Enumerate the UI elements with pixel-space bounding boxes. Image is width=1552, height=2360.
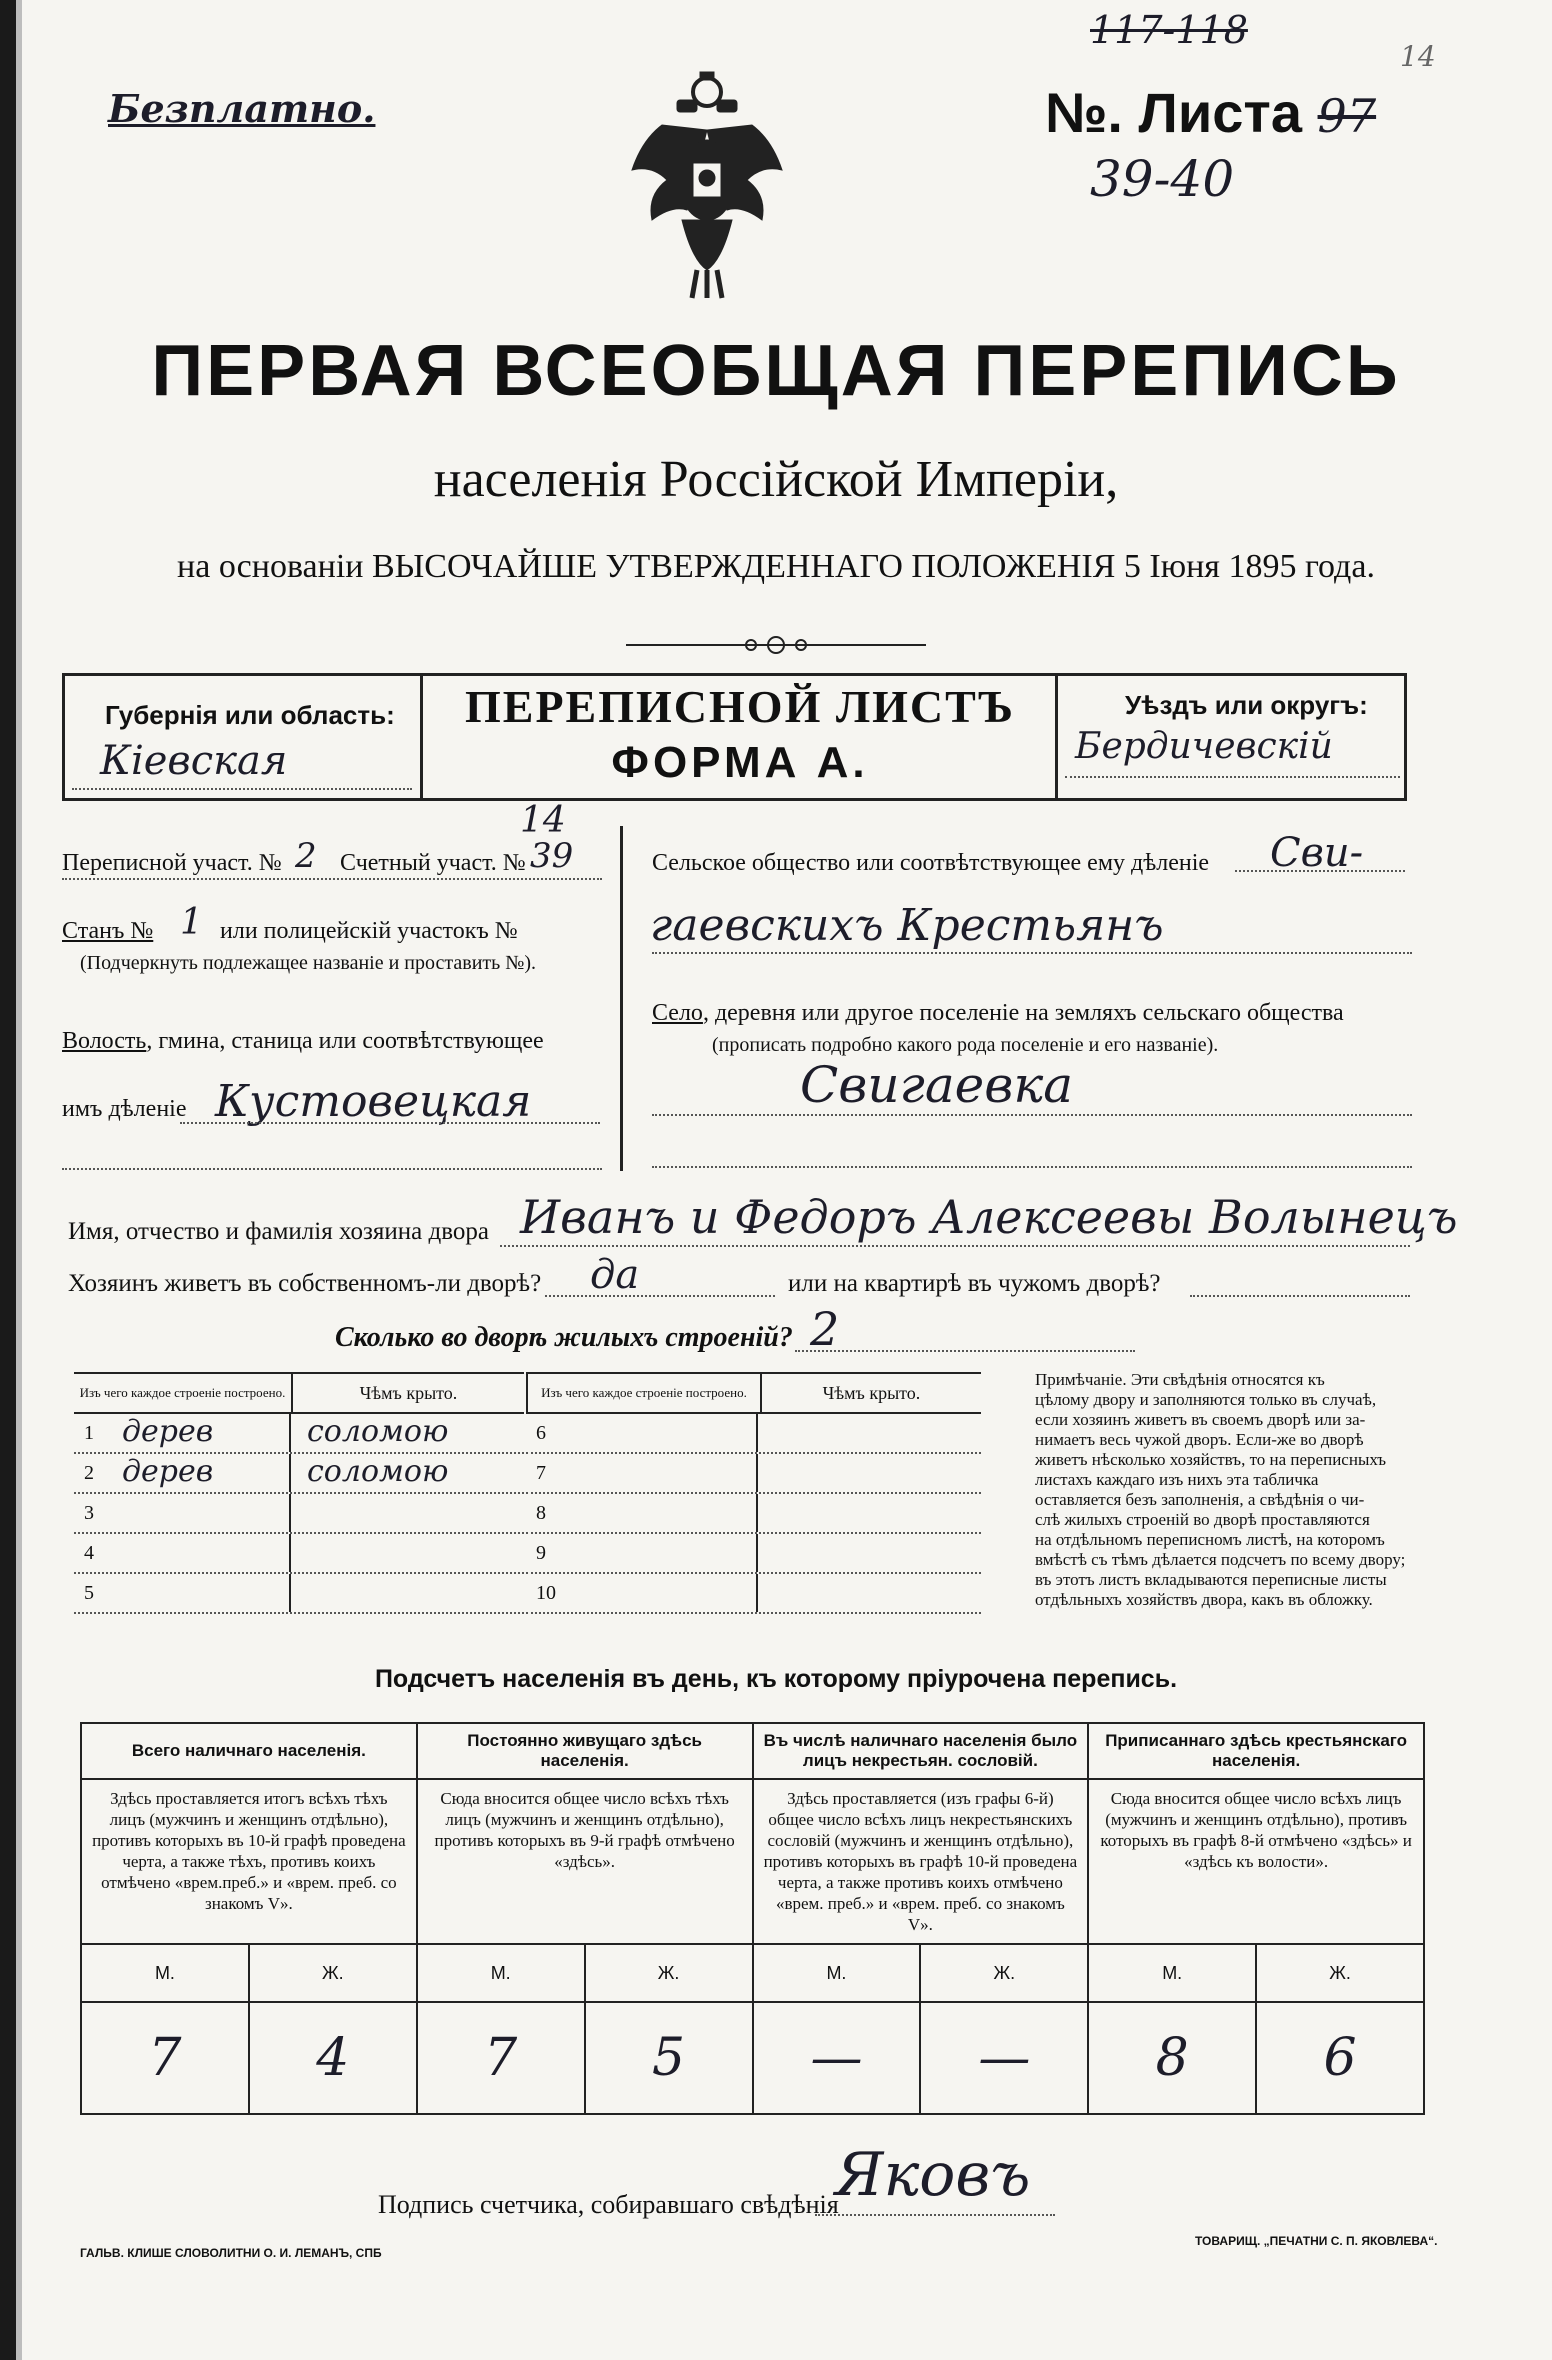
stan-label: Станъ № (62, 918, 154, 944)
society-label: Сельское общество или соотвѣтствующее ему дѣленіе (652, 850, 1210, 876)
building-row-number: 10 (536, 1582, 556, 1604)
male-count: — (753, 2002, 921, 2114)
building-row-number: 1 (84, 1422, 94, 1444)
coat-of-arms-icon (622, 70, 792, 300)
volost-label: Волость, гмина, станица или соотвѣтствующее (62, 1028, 544, 1054)
hand-top-numbers: 117-118 (1090, 8, 1248, 52)
note-line: отдѣльныхъ хозяйствъ двора, какъ въ обложку. (1035, 1590, 1373, 1609)
signature-label: Подпись счетчика, собиравшаго свѣдѣнія (378, 2190, 839, 2219)
female-header: Ж. (585, 1944, 753, 2002)
note-line: живетъ нѣсколько хозяйствъ, то на переписныхъ (1035, 1450, 1387, 1469)
count-column-description: Здѣсь проставляется (изъ графы 6-й) общее число всѣхъ лицъ некрестьянскихъ сословій (мужчинъ и женщинъ отдѣльно), противъ которыхъ въ графѣ 10-й проведена черта, а также противъ коихъ отмѣчено «врем. преб.» и «врем. преб. со знакомъ V». (753, 1779, 1089, 1944)
form-subtitle: ФОРМА А. (611, 738, 869, 787)
building-divider (289, 1574, 291, 1612)
footer-left: ГАЛЬВ. КЛИШЕ СЛОВОЛИТНИ О. И. ЛЕМАНЪ, СПБ (80, 2246, 382, 2260)
building-divider (756, 1454, 758, 1492)
hand-corner-number: 14 (1400, 40, 1436, 73)
footer-right: ТОВАРИЩ. „ПЕЧАТНИ С. П. ЯКОВЛЕВА“. (1195, 2234, 1438, 2248)
note-line: нимаетъ весь чужой дворъ. Если-же во дворѣ (1035, 1430, 1364, 1449)
hand-sheet-numbers: 39-40 (1090, 150, 1235, 208)
owner-name-value: Иванъ и Федоръ Алексеевы Волынецъ (520, 1190, 1458, 1244)
building-row-number: 8 (536, 1502, 546, 1524)
building-row (526, 1414, 981, 1454)
col-material-header-right: Изъ чего каждое строеніе построено. (527, 1373, 761, 1413)
male-count: 7 (417, 2002, 585, 2114)
building-divider (756, 1414, 758, 1452)
building-row (74, 1414, 524, 1454)
building-row (526, 1454, 981, 1494)
note-line: если хозяинъ живетъ въ своемъ дворѣ или за- (1035, 1410, 1366, 1429)
male-count: 8 (1088, 2002, 1256, 2114)
society-value-line2: гаевскихъ Крестьянъ (650, 900, 1164, 951)
building-row-number: 7 (536, 1462, 546, 1484)
male-header: М. (753, 1944, 921, 2002)
count-column-header: Приписаннаго здѣсь крестьянскаго населенія. (1088, 1723, 1424, 1779)
male-header: М. (1088, 1944, 1256, 2002)
building-row-number: 2 (84, 1462, 94, 1484)
sheet-number-label: №. Листа 97 (1045, 81, 1377, 144)
page-title: ПЕРВАЯ ВСЕОБЩАЯ ПЕРЕПИСЬ (151, 331, 1401, 411)
col-roof-header: Чѣмъ крыто. (292, 1373, 524, 1413)
female-count: 5 (585, 2002, 753, 2114)
building-row (526, 1574, 981, 1614)
note-line: въ этотъ листъ вкладываются переписные листы (1035, 1570, 1387, 1589)
female-header: Ж. (920, 1944, 1088, 2002)
signature-value: Яковъ (835, 2140, 1031, 2210)
building-row (526, 1494, 981, 1534)
underline-note: (Подчеркнуть подлежащее названіе и проставить №). (80, 952, 536, 974)
legal-basis: на основаніи ВЫСОЧАЙШЕ УТВЕРЖДЕННАГО ПОЛОЖЕНІЯ 5 Іюня 1895 года. (177, 548, 1375, 585)
form-title: ПЕРЕПИСНОЙ ЛИСТЪ (464, 681, 1016, 732)
uezd-value: Бердичевскій (1075, 726, 1333, 767)
buildings-label: Сколько во дворѣ жилыхъ строеній? (335, 1322, 793, 1353)
village-label: Село, деревня или другое поселеніе на земляхъ сельскаго общества (652, 1000, 1344, 1026)
building-row-number: 4 (84, 1542, 94, 1564)
count-column-description: Сюда вносится общее число всѣхъ тѣхъ лицъ (мужчинъ и женщинъ отдѣльно), противъ которыхъ въ 9-й графѣ отмѣчено «здѣсь». (417, 1779, 753, 1944)
village-value: Свигаевка (800, 1056, 1073, 1114)
building-row (74, 1534, 524, 1574)
buildings-table-right (526, 1372, 981, 1614)
count-table (80, 1722, 1425, 2115)
count-column-description: Здѣсь проставляется итогъ всѣхъ тѣхъ лицъ (мужчинъ и женщинъ отдѣльно), противъ которыхъ въ 10-й графѣ проведена черта, а также тѣхъ, противъ коихъ отмѣчено «врем.преб.» и «врем. преб. со знакомъ V». (81, 1779, 417, 1944)
building-divider (289, 1534, 291, 1572)
count-title: Подсчетъ населенія въ день, къ которому пріурочена перепись. (374, 1665, 1178, 1693)
count-column-header: Всего наличнаго населенія. (81, 1723, 417, 1779)
division-label: имъ дѣленіе (62, 1096, 187, 1122)
free-stamp: Безплатно. (108, 86, 376, 131)
count-column-header: Въ числѣ наличнаго населенія было лицъ некрестьян. сословій. (753, 1723, 1089, 1779)
female-count: 6 (1256, 2002, 1424, 2114)
building-row (526, 1534, 981, 1574)
stan-value: 1 (180, 902, 203, 943)
building-row-number: 6 (536, 1422, 546, 1444)
male-count: 7 (81, 2002, 249, 2114)
building-row (74, 1494, 524, 1534)
schet-hand-above: 14 (520, 800, 566, 841)
ornament-divider-icon (626, 630, 926, 660)
note-line: Примѣчаніе. Эти свѣдѣнія относятся къ (1035, 1370, 1325, 1389)
note-line: на отдѣльномъ переписномъ листѣ, на которомъ (1035, 1530, 1385, 1549)
volost-value: Кустовецкая (215, 1076, 532, 1127)
building-divider (756, 1574, 758, 1612)
female-header: Ж. (1256, 1944, 1424, 2002)
rent-label: или на квартирѣ въ чужомъ дворѣ? (788, 1270, 1161, 1297)
page-subtitle: населенія Россійской Имперіи, (433, 451, 1119, 508)
building-divider (756, 1534, 758, 1572)
count-column-header: Постоянно живущаго здѣсь населенія. (417, 1723, 753, 1779)
male-header: М. (417, 1944, 585, 2002)
society-value-line1: Сви- (1270, 830, 1364, 876)
gubernia-value: Кіевская (100, 738, 288, 784)
note-line: оставляется безъ заполненія, а свѣдѣнія о чи- (1035, 1490, 1365, 1509)
building-row-number: 5 (84, 1582, 94, 1604)
own-yard-value: да (590, 1252, 640, 1298)
building-row-number: 3 (84, 1502, 94, 1524)
building-roof: соломою (307, 1454, 449, 1489)
note-line: листахъ каждаго изъ нихъ эта табличка (1035, 1470, 1319, 1489)
building-divider (756, 1494, 758, 1532)
note-line: вмѣстѣ съ тѣмъ дѣлается подсчетъ по всему двору; (1035, 1550, 1406, 1569)
building-divider (289, 1414, 291, 1452)
female-count: 4 (249, 2002, 417, 2114)
building-divider (289, 1454, 291, 1492)
sheet-number-struck: 97 (1317, 89, 1377, 143)
note-line: слѣ жилыхъ строеній во дворѣ проставляются (1035, 1510, 1370, 1529)
building-row (74, 1574, 524, 1614)
note-block (1035, 1370, 1435, 1610)
female-header: Ж. (249, 1944, 417, 2002)
uchast-value: 2 (295, 836, 317, 876)
col-material-header: Изъ чего каждое строеніе построено. (74, 1373, 292, 1413)
building-material: дерев (122, 1454, 214, 1489)
female-count: — (920, 2002, 1088, 2114)
police-label: или полицейскій участокъ № (220, 918, 518, 944)
building-row (74, 1454, 524, 1494)
schet-value: 39 (530, 836, 574, 876)
gubernia-label: Губернія или область: (105, 700, 395, 730)
count-column-description: Сюда вносится общее число всѣхъ лицъ (мужчинъ и женщинъ отдѣльно), противъ которыхъ въ графѣ 8-й отмѣчено «здѣсь» и «здѣсь къ волости». (1088, 1779, 1424, 1944)
village-note: (прописать подробно какого рода поселеніе и его названіе). (712, 1034, 1219, 1056)
uchast-label: Переписной участ. № (62, 850, 282, 876)
building-divider (289, 1494, 291, 1532)
owner-name-label: Имя, отчество и фамилія хозяина двора (68, 1218, 489, 1245)
male-header: М. (81, 1944, 249, 2002)
building-roof: соломою (307, 1414, 449, 1449)
own-yard-label: Хозяинъ живетъ въ собственномъ-ли дворѣ? (68, 1270, 542, 1297)
note-line: цѣлому двору и заполняются только въ случаѣ, (1035, 1390, 1377, 1409)
col-roof-header-right: Чѣмъ крыто. (761, 1373, 981, 1413)
building-material: дерев (122, 1414, 214, 1449)
schet-label: Счетный участ. № (340, 850, 526, 876)
buildings-value: 2 (810, 1302, 840, 1356)
uezd-label: Уѣздъ или округъ: (1125, 690, 1368, 720)
building-row-number: 9 (536, 1542, 546, 1564)
buildings-table-left (74, 1372, 524, 1614)
